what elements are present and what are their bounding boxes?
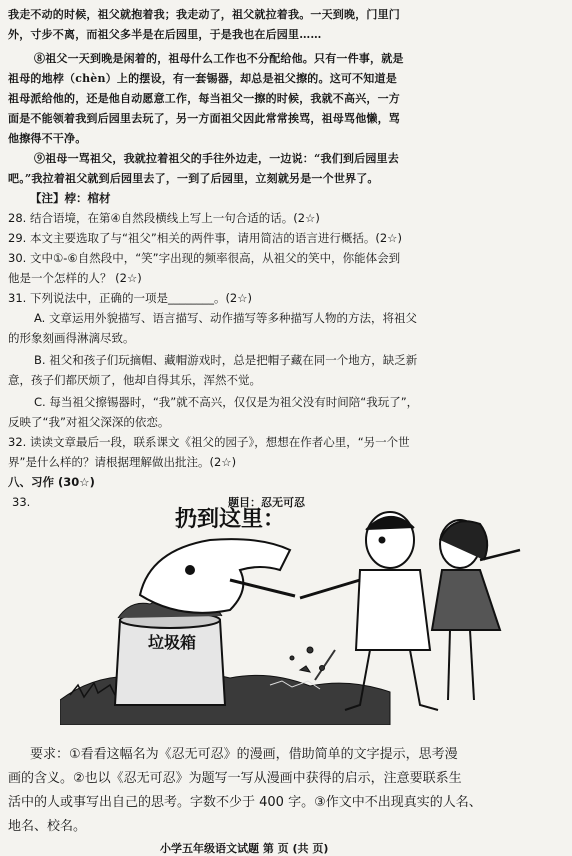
passage-line: 我走不动的时候，祖父就抱着我；我走动了，祖父就拉着我。一天到晚，门里门 xyxy=(8,8,400,21)
question-30-cont: 他是一个怎样的人？ (2☆) xyxy=(8,271,142,285)
option-c: C. 每当祖父擦锡器时，“我”就不高兴，仅仅是为祖父没有时间陪“我玩了”， xyxy=(34,395,419,409)
creature-figure xyxy=(140,539,295,613)
question-32-cont: 界”是什么样的？请根据理解做出批注。(2☆) xyxy=(8,455,237,469)
bin-label: 垃圾箱 xyxy=(148,633,197,652)
requirement-line: 活中的人或事写出自己的思考。字数不少于 400 字。③作文中不出现真实的人名、 xyxy=(8,795,482,810)
passage-line: ⑧祖父一天到晚是闲着的，祖母什么工作也不分配给他。只有一件事，就是 xyxy=(34,52,404,65)
question-33: 33. xyxy=(12,495,31,509)
cartoon-illustration xyxy=(60,500,530,725)
option-a: A. 文章运用外貌描写、语言描写、动作描写等多种描写人物的方法，将祖父 xyxy=(34,311,417,325)
option-b: B. 祖父和孩子们玩摘帽、藏帽游戏时，总是把帽子藏在同一个地方，缺乏新 xyxy=(34,353,418,367)
requirement-line: 画的含义。②也以《忍无可忍》为题写一写从漫画中获得的启示，注意要联系生 xyxy=(8,771,462,786)
question-29: 29. 本文主要选取了与“祖父”相关的两件事，请用简洁的语言进行概括。(2☆) xyxy=(8,231,402,245)
cartoon-topic: 题目：忍无可忍 xyxy=(228,496,305,509)
passage-line: 祖母的地桲（chèn）上的摆设，有一套锡器，却总是祖父擦的。这可不知道是 xyxy=(8,72,397,85)
passage-line: 外，寸步不离，而祖父多半是在后园里，于是我也在后园里…… xyxy=(8,28,322,41)
question-30: 30. 文中①-⑥自然段中，“笑”字出现的频率很高，从祖父的笑中，你能体会到 xyxy=(8,251,401,265)
passage-line: 吧。”我拉着祖父就到后园里去了，一到了后园里，立刻就另是一个世界了。 xyxy=(8,172,379,185)
option-b-cont: 意，孩子们都厌烦了，他却自得其乐，浑然不觉。 xyxy=(8,373,261,387)
passage-line: ⑨祖母一骂祖父，我就拉着祖父的手往外边走，一边说：“我们到后园里去 xyxy=(34,152,399,165)
option-c-cont: 反映了“我”对祖父深深的依恋。 xyxy=(8,415,170,429)
cartoon-caption: 扔到这里： xyxy=(175,507,286,532)
question-28: 28. 结合语境，在第④自然段横线上写上一句合适的话。(2☆) xyxy=(8,211,320,225)
question-32: 32. 读读文章最后一段，联系课文《祖父的园子》，想想在作者心里，“另一个世 xyxy=(8,435,410,449)
passage-line: 他擦得不干净。 xyxy=(8,132,87,145)
passage-note: 【注】桲：棺材 xyxy=(30,191,111,205)
passage-line: 面是不能领着我到后园里去玩了，另一方面祖父因此常常挨骂，祖母骂他懒，骂 xyxy=(8,112,400,125)
passage-line: 祖母派给他的，还是他自动愿意工作，每当祖父一擦的时候，我就不高兴，一方 xyxy=(8,92,400,105)
requirement-line: 要求：①看看这幅名为《忍无可忍》的漫画，借助简单的文字提示，思考漫 xyxy=(30,747,458,762)
boy-figure xyxy=(300,512,438,710)
requirement-line: 地名、校名。 xyxy=(8,819,87,834)
option-a-cont: 的形象刻画得淋漓尽致。 xyxy=(8,331,135,345)
question-31: 31. 下列说法中，正确的一项是________。(2☆) xyxy=(8,291,253,305)
page-footer: 小学五年级语文试题 第 页 (共 页) xyxy=(160,842,329,855)
section-heading: 八、习作 (30☆) xyxy=(8,475,95,489)
debris xyxy=(290,647,325,672)
girl-figure xyxy=(432,520,520,700)
